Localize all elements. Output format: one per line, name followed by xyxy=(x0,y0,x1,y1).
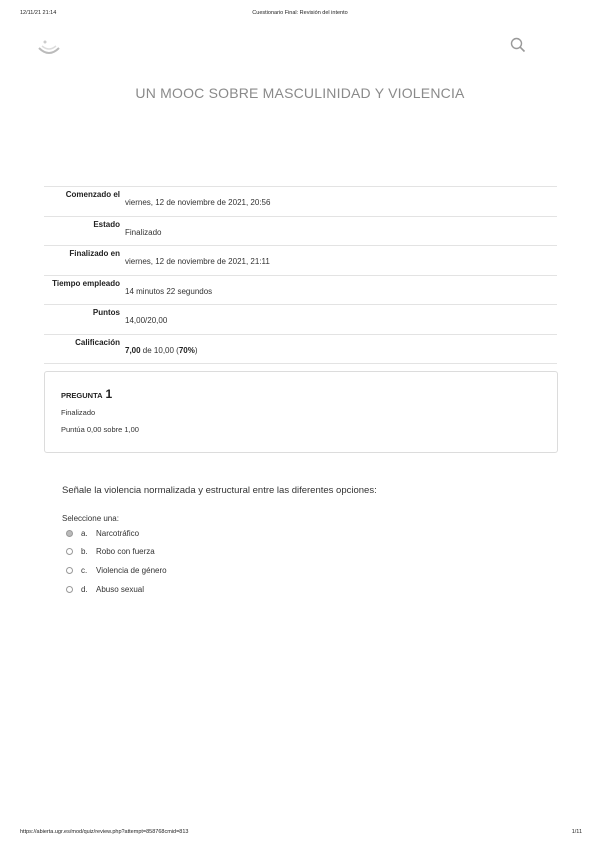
option-text-b: Robo con fuerza xyxy=(96,547,155,556)
state-label: Estado xyxy=(93,219,120,229)
search-icon[interactable] xyxy=(510,37,526,53)
summary-row-state xyxy=(44,216,557,246)
print-url: https://abierta.ugr.es/mod/quiz/review.php?attempt=858768cmid=813 xyxy=(20,829,189,835)
print-page-number: 1/11 xyxy=(571,829,582,835)
option-letter-b: b. xyxy=(81,547,88,556)
radio-button-d[interactable] xyxy=(66,586,73,593)
finished-label: Finalizado en xyxy=(69,249,120,258)
print-datetime: 12/11/21 21:14 xyxy=(20,10,57,16)
question-label: PREGUNTA xyxy=(61,391,103,400)
radio-button-c[interactable] xyxy=(66,567,73,574)
grade-score: 7,00 xyxy=(125,345,141,355)
started-value: viernes, 12 de noviembre de 2021, 20:56 xyxy=(125,198,271,207)
radio-button-a[interactable] xyxy=(66,530,73,537)
time-value: 14 minutos 22 segundos xyxy=(125,286,213,296)
question-number xyxy=(61,387,112,401)
grade-label: Calificación xyxy=(75,337,120,347)
option-letter-c: c. xyxy=(81,566,88,575)
grade-value xyxy=(120,334,557,364)
attempt-summary-table xyxy=(44,186,557,364)
answer-option-c[interactable] xyxy=(66,566,167,575)
option-text-c: Violencia de género xyxy=(96,566,167,575)
logo-icon[interactable] xyxy=(36,38,62,56)
finished-value: viernes, 12 de noviembre de 2021, 21:11 xyxy=(125,257,270,266)
grade-percent: 70% xyxy=(178,345,195,355)
points-label: Puntos xyxy=(92,308,120,317)
summary-row-time xyxy=(44,275,557,305)
summary-row-started xyxy=(44,187,557,217)
question-text: Señale la violencia normalizada y estructural entre las diferentes opciones: xyxy=(62,485,377,496)
grade-mid: de 10,00 ( xyxy=(140,345,179,355)
question-num: 1 xyxy=(105,387,113,401)
course-title: UN MOOC SOBRE MASCULINIDAD Y VIOLENCIA xyxy=(135,85,465,101)
answer-option-d[interactable] xyxy=(66,585,144,594)
started-label: Comenzado el xyxy=(65,190,120,199)
time-label: Tiempo empleado xyxy=(52,278,120,288)
summary-row-finished xyxy=(44,246,557,276)
answer-option-b[interactable] xyxy=(66,547,155,556)
print-title: Cuestionario Final: Revisión del intento xyxy=(252,10,348,16)
answer-prompt: Seleccione una: xyxy=(62,514,119,523)
radio-button-b[interactable] xyxy=(66,548,73,555)
answer-option-a[interactable] xyxy=(66,529,139,538)
grade-end: ) xyxy=(194,345,198,355)
summary-row-points xyxy=(44,305,557,335)
option-text-a: Narcotráfico xyxy=(96,529,140,538)
state-value: Finalizado xyxy=(125,227,162,237)
summary-row-grade xyxy=(44,334,557,364)
question-info-box xyxy=(44,371,558,453)
option-letter-d: d. xyxy=(81,585,88,594)
option-letter-a: a. xyxy=(81,529,88,538)
question-state: Finalizado xyxy=(61,408,96,417)
points-value: 14,00/20,00 xyxy=(125,316,168,325)
option-text-d: Abuso sexual xyxy=(96,585,145,594)
question-grade: Puntúa 0,00 sobre 1,00 xyxy=(61,425,139,434)
